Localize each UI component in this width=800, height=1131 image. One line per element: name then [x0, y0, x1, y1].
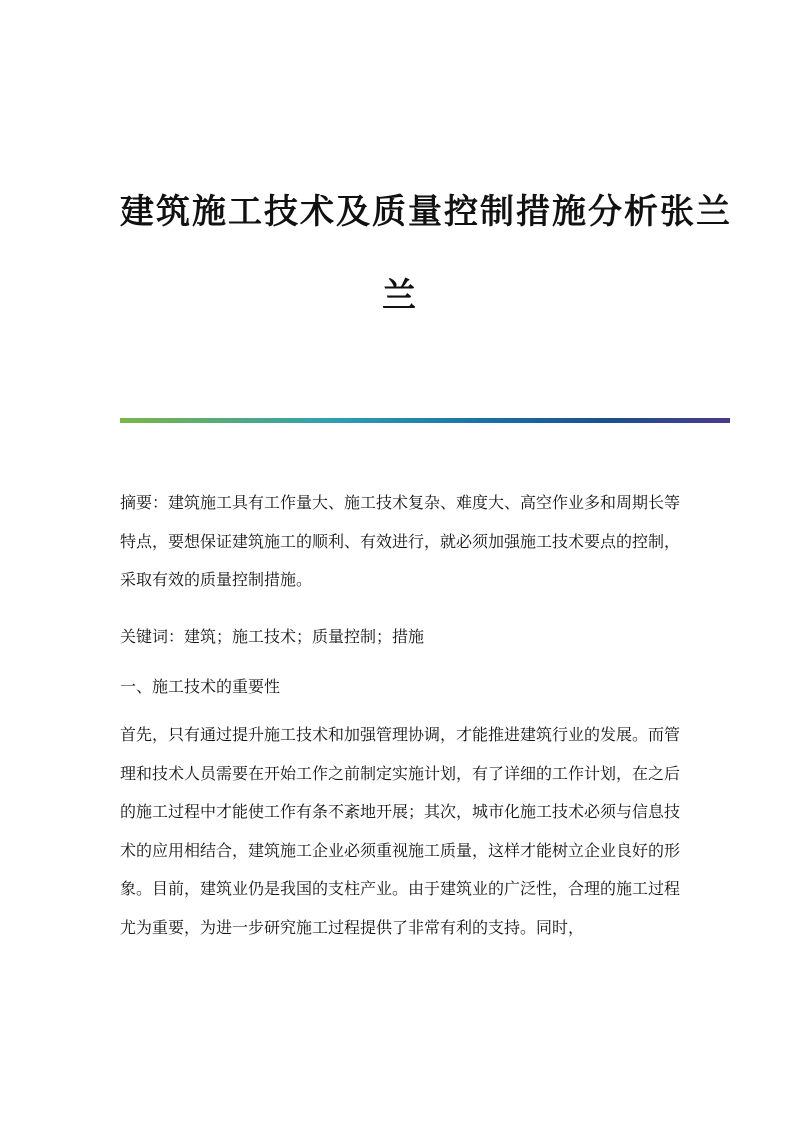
document-title-line-1: 建筑施工技术及质量控制措施分析张兰: [120, 192, 732, 232]
abstract-paragraph: 摘要：建筑施工具有工作量大、施工技术复杂、难度大、高空作业多和周期长等特点，要想保证建筑施工的顺利、有效进行，就必须加强施工技术要点的控制，采取有效的质量控制措施。: [120, 493, 681, 589]
body-paragraph: 首先，只有通过提升施工技术和加强管理协调，才能推进建筑行业的发展。而管理和技术人员需要在开始工作之前制定实施计划，有了详细的工作计划，在之后的施工过程中才能使工作有条不紊地开展；其次，城市化施工技术必须与信息技术的应用相结合，建筑施工企业必须重视施工质量，这样才能树立企业良好的形象。目前，建筑业仍是我国的支柱产业。由于建筑业的广泛性，合理的施工过程尤为重要，为进一步研究施工过程提供了非常有利的支持。同时，: [120, 725, 681, 937]
title-divider: [120, 418, 730, 423]
document-title-line-2: 兰: [382, 276, 418, 316]
keywords-line: 关键词：建筑；施工技术；质量控制；措施: [120, 627, 425, 646]
section-heading: 一、施工技术的重要性: [120, 677, 281, 696]
